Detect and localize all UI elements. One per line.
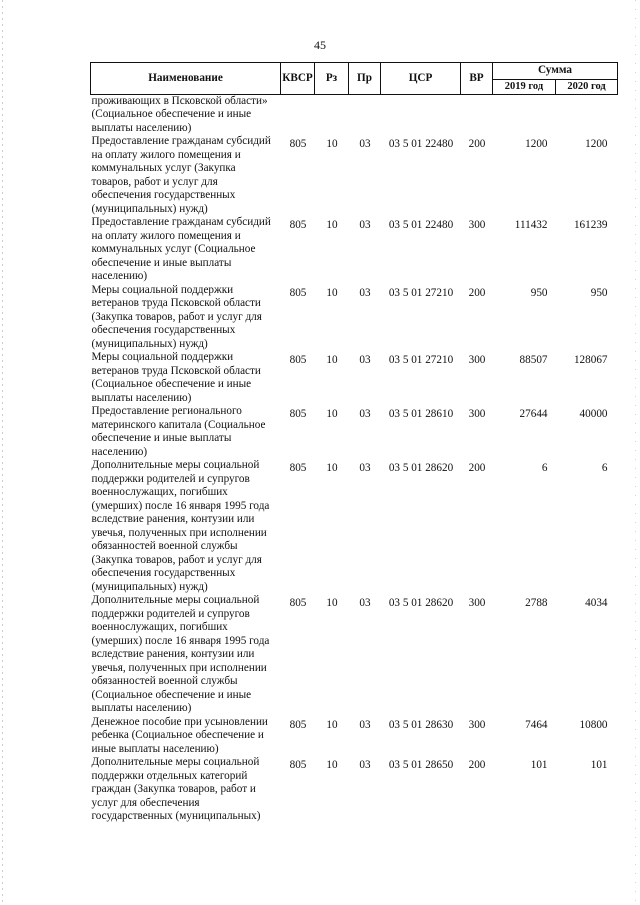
row-pr: 03 [359,759,371,771]
row-name: Дополнительные меры социальной поддержки родителей и супругов военнослужащих, погибших (умерших) после 16 января 1995 года вследствие ранения, контузии или увечья, полученных при исполнении обязанностей военной службы (Социальное обеспечение и иные выплаты населению) [91,594,270,714]
header-kvsr: КВСР [281,63,315,95]
row-sum-2020: 161239 [573,219,608,231]
row-csr: 03 5 01 28620 [388,462,454,474]
row-sum-2019: 1200 [525,138,548,150]
row-name: Предоставление регионального материнского капитала (Социальное обеспечение и иные выплаты населению) [91,405,266,458]
table-row [91,405,618,459]
row-pr: 03 [359,286,371,299]
row-kvsr: 805 [289,138,307,150]
row-kvsr: 805 [289,759,307,771]
header-year-2020: 2020 год [556,80,618,95]
row-rz: 10 [326,354,338,366]
row-pr: 03 [359,718,371,731]
row-rz: 10 [326,408,338,420]
row-csr: 03 5 01 28650 [388,759,454,771]
row-rz: 10 [326,286,338,299]
row-csr: 03 5 01 22480 [388,138,454,150]
row-csr: 03 5 01 27210 [388,354,454,366]
row-name: Предоставление гражданам субсидий на оплату жилого помещения и коммунальных услуг (Социальное обеспечение и иные выплаты населению) [91,216,271,282]
row-sum-2020: 4034 [585,597,608,609]
table-body [91,94,618,824]
row-csr: 03 5 01 27210 [388,286,454,299]
continuation-text: проживающих в Псковской области» (Социальное обеспечение и иные выплаты населению) [91,94,268,134]
row-vr: 200 [468,759,486,771]
row-rz: 10 [326,219,338,231]
row-vr: 300 [468,354,486,366]
table-row [91,135,618,216]
row-sum-2019: 2788 [525,597,548,609]
header-year-2019: 2019 год [493,80,556,95]
header-name: Наименование [91,63,281,95]
row-name: Дополнительные меры социальной поддержки родителей и супругов военнослужащих, погибших (умерших) после 16 января 1995 года вследствие ранения, контузии или увечья, полученных при исполнении обязанностей военной службы (Закупка товаров, работ и услуг для обеспечения государственных (муниципальных) нужд) [91,459,270,593]
row-vr: 200 [468,286,486,299]
scan-edge-left [2,0,3,905]
row-sum-2019: 88507 [519,354,548,366]
row-rz: 10 [326,718,338,731]
table-row [91,756,618,824]
header-csr: ЦСР [381,63,461,95]
row-sum-2019: 7464 [525,718,548,731]
row-pr: 03 [359,597,371,609]
row-csr: 03 5 01 28630 [388,718,454,731]
row-vr: 300 [468,408,486,420]
header-vr: ВР [461,63,493,95]
table-row [91,284,618,352]
row-kvsr: 805 [289,354,307,366]
row-rz: 10 [326,759,338,771]
row-name: Дополнительные меры социальной поддержки отдельных категорий граждан (Закупка товаров, работ и услуг для обеспечения государственных (муниципальных) [91,756,261,822]
row-kvsr: 805 [289,597,307,609]
page-number: 45 [314,38,326,52]
table-row-continuation [91,94,618,135]
row-sum-2019: 101 [530,759,548,771]
row-kvsr: 805 [289,286,307,299]
row-sum-2019: 6 [541,462,548,474]
row-sum-2020: 6 [601,462,608,474]
row-sum-2019: 111432 [514,219,548,231]
row-vr: 300 [468,597,486,609]
row-pr: 03 [359,408,371,420]
row-rz: 10 [326,462,338,474]
row-rz: 10 [326,597,338,609]
row-pr: 03 [359,138,371,150]
header-rz: Рз [315,63,349,95]
row-csr: 03 5 01 28610 [388,408,454,420]
row-kvsr: 805 [289,462,307,474]
table-row [91,459,618,594]
row-name: Предоставление гражданам субсидий на оплату жилого помещения и коммунальных услуг (Закупка товаров, работ и услуг для обеспечения государственных (муниципальных) нужд) [91,135,271,215]
row-sum-2019: 27644 [519,408,548,420]
table-row [91,351,618,405]
table-row [91,216,618,284]
row-sum-2020: 950 [590,286,608,299]
row-vr: 300 [468,718,486,731]
table-row [91,594,618,716]
row-name: Денежное пособие при усыновлении ребенка (Социальное обеспечение и иные выплаты населению) [91,715,268,755]
row-kvsr: 805 [289,408,307,420]
header-pr: Пр [349,63,381,95]
row-vr: 200 [468,138,486,150]
row-name: Меры социальной поддержки ветеранов труда Псковской области (Закупка товаров, работ и услуг для обеспечения государственных (муниципальных) нужд) [91,283,262,350]
row-csr: 03 5 01 28620 [388,597,454,609]
row-sum-2020: 1200 [585,138,608,150]
header-sum: Сумма [493,63,618,80]
row-csr: 03 5 01 22480 [388,219,454,231]
row-sum-2020: 10800 [579,718,608,731]
table-row [91,716,618,757]
row-pr: 03 [359,219,371,231]
row-pr: 03 [359,462,371,474]
row-sum-2020: 40000 [579,408,608,420]
row-kvsr: 805 [289,219,307,231]
row-pr: 03 [359,354,371,366]
row-sum-2020: 101 [590,759,608,771]
row-rz: 10 [326,138,338,150]
row-vr: 300 [468,219,486,231]
row-kvsr: 805 [289,718,307,731]
row-sum-2020: 128067 [573,354,608,366]
scan-edge-right [635,0,636,905]
row-vr: 200 [468,462,486,474]
budget-table [90,62,618,824]
row-name: Меры социальной поддержки ветеранов труда Псковской области (Социальное обеспечение и иные выплаты населению) [91,351,261,404]
table-header [91,63,618,95]
row-sum-2019: 950 [530,286,548,299]
